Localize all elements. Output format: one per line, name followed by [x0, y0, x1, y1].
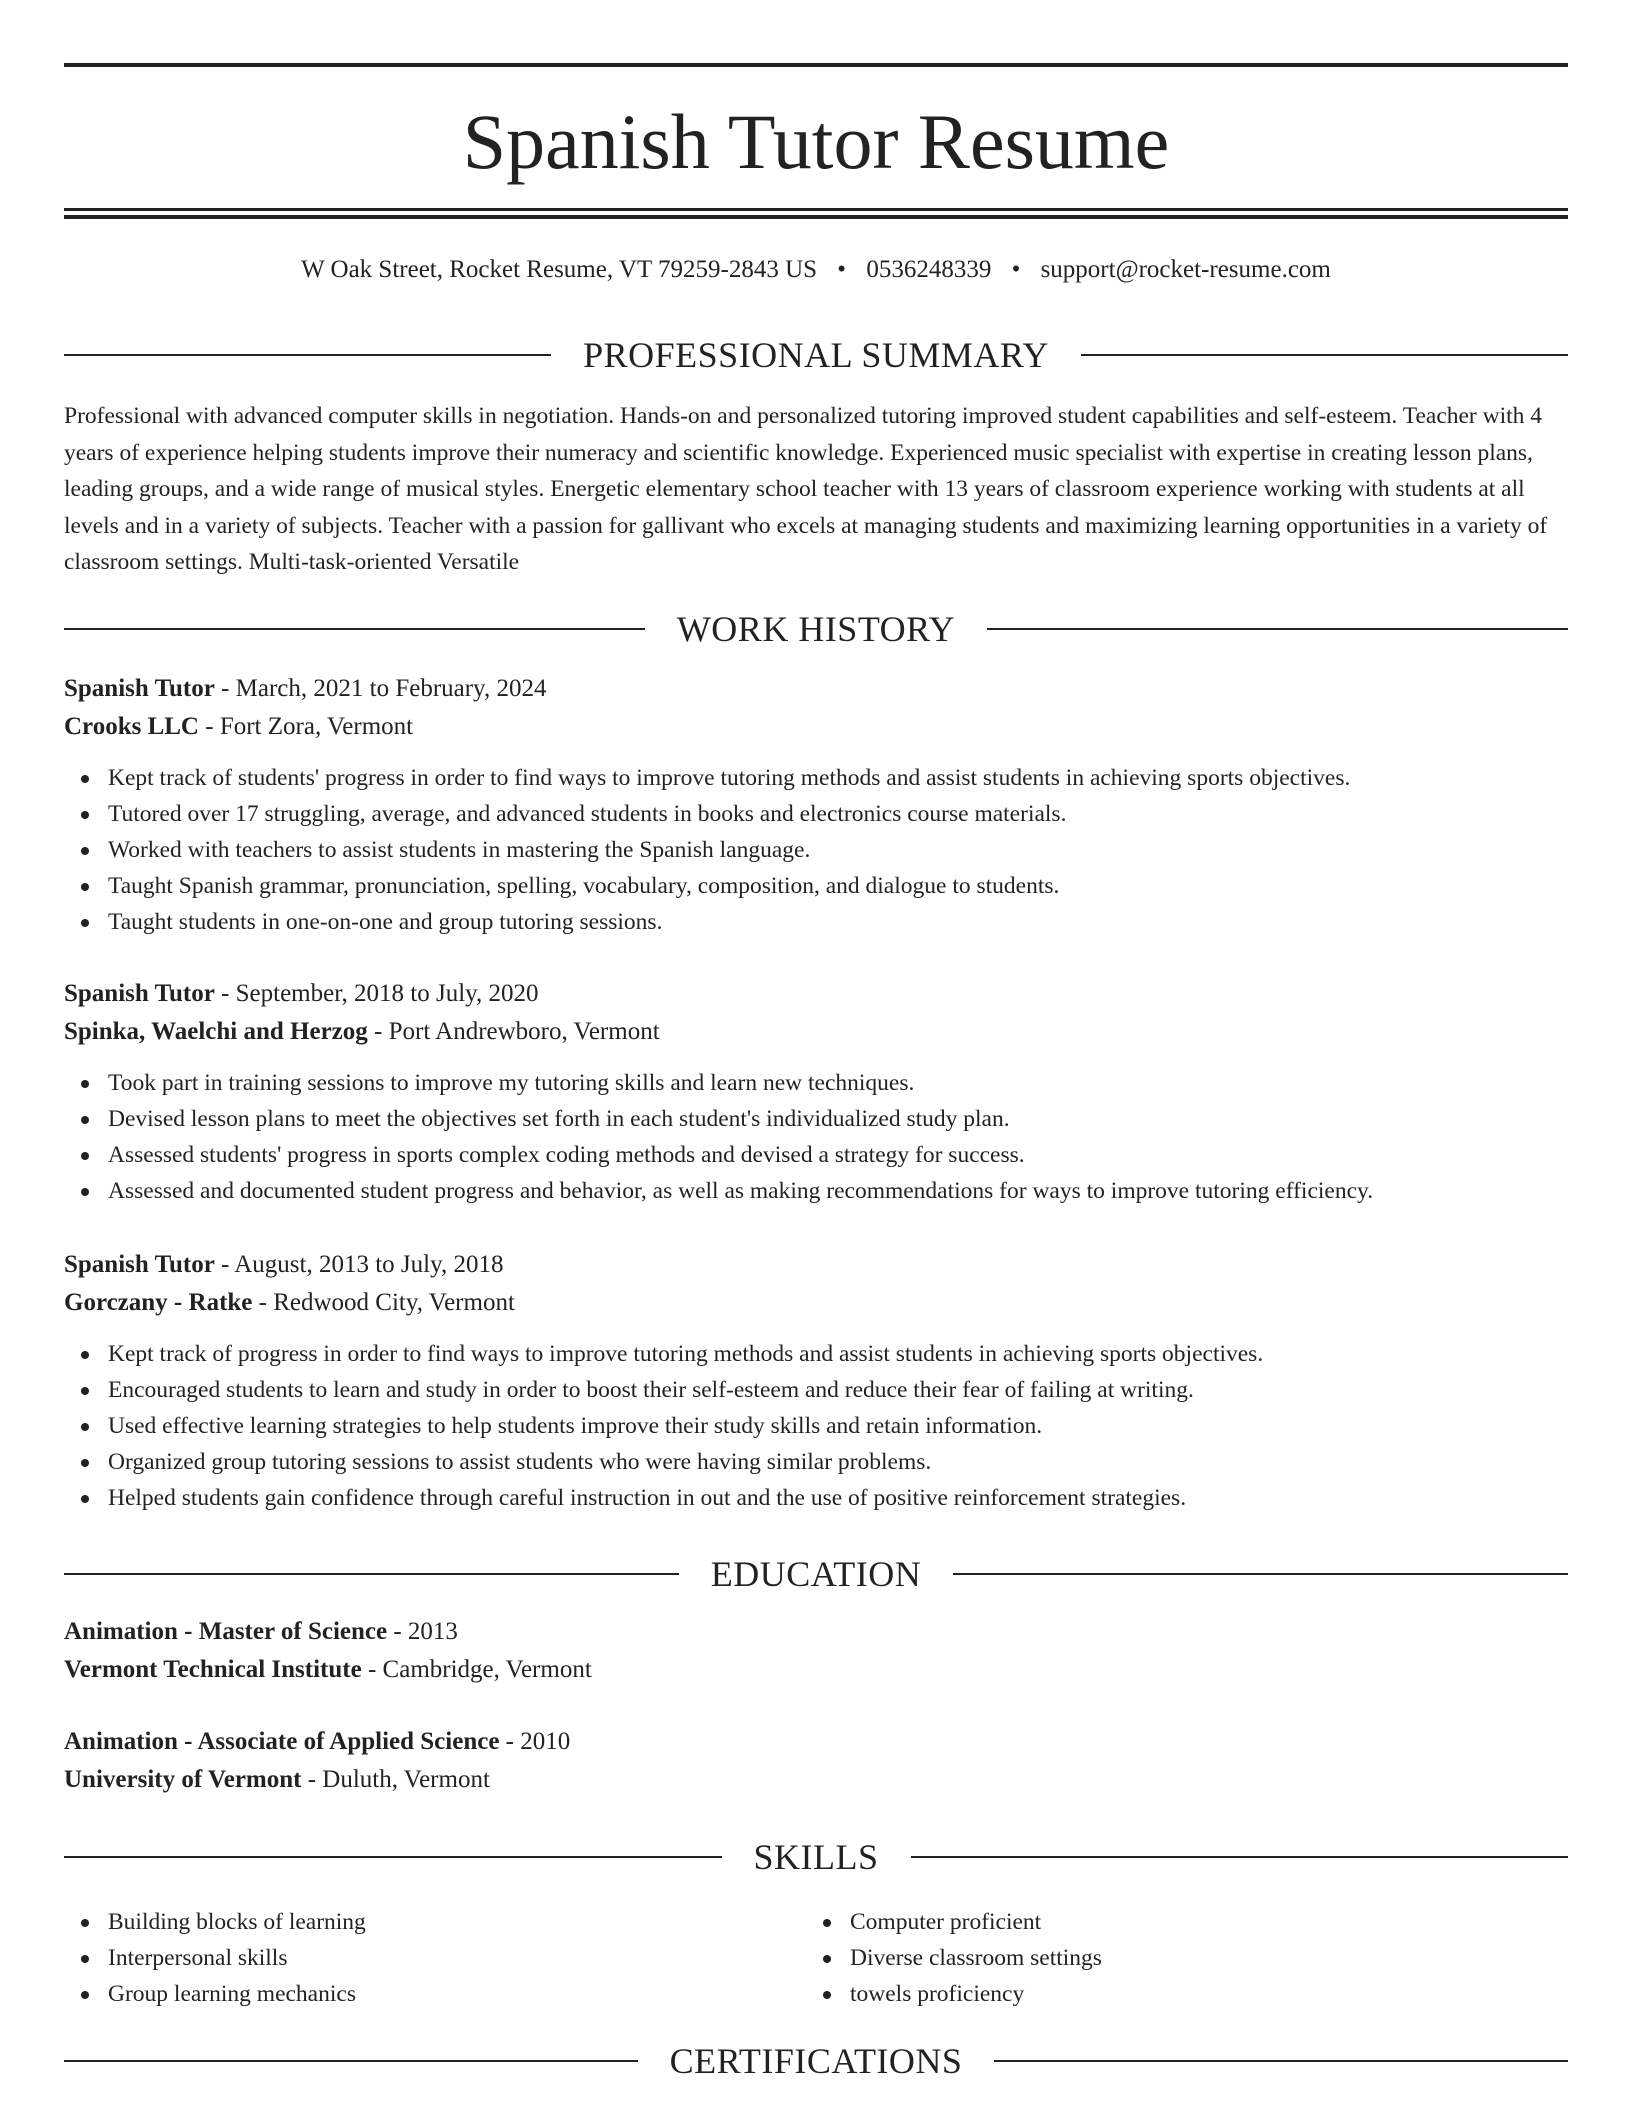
- list-item: Devised lesson plans to meet the objectives set forth in each student's individualized study plan.: [64, 1101, 1568, 1137]
- list-item: Assessed and documented student progress and behavior, as well as making recommendations for ways to improve tutoring efficiency.: [64, 1173, 1568, 1209]
- list-item: Taught students in one-on-one and group tutoring sessions.: [64, 904, 1568, 940]
- heading-rule: [64, 354, 551, 356]
- contact-phone: 0536248339: [866, 256, 992, 283]
- contact-line: [64, 252, 1568, 288]
- job-company-line: [64, 708, 1568, 746]
- list-item: Taught Spanish grammar, pronunciation, spelling, vocabulary, composition, and dialogue to students.: [64, 868, 1568, 904]
- contact-separator: •: [1011, 256, 1021, 283]
- contact-separator: •: [837, 256, 847, 283]
- skill-item: Building blocks of learning: [64, 1904, 806, 1940]
- job-company-line: [64, 1284, 1568, 1322]
- heading-rule: [64, 1573, 679, 1575]
- education-entry: [64, 1723, 1568, 1799]
- skill-item: Interpersonal skills: [64, 1940, 806, 1976]
- title-rule-upper: [64, 208, 1568, 211]
- skills-list-left: [64, 1904, 806, 2012]
- list-item: Helped students gain confidence through careful instruction in out and the use of positive reinforcement strategies.: [64, 1480, 1568, 1516]
- school-line: [64, 1651, 1568, 1689]
- school: University of Vermont: [64, 1766, 302, 1793]
- section-title: CERTIFICATIONS: [669, 2041, 963, 2081]
- job-company-line: [64, 1013, 1568, 1051]
- heading-rule: [987, 628, 1568, 630]
- list-item: Organized group tutoring sessions to assist students who were having similar problems.: [64, 1444, 1568, 1480]
- job-dates: - August, 2013 to July, 2018: [214, 1251, 504, 1278]
- school: Vermont Technical Institute: [64, 1656, 362, 1683]
- heading-rule: [911, 1856, 1569, 1858]
- section-title: PROFESSIONAL SUMMARY: [583, 335, 1049, 375]
- section-heading-work: [64, 606, 1568, 652]
- school-line: [64, 1761, 1568, 1799]
- skill-item: Diverse classroom settings: [806, 1940, 1548, 1976]
- section-heading-summary: [64, 332, 1568, 378]
- job-title: Spanish Tutor: [64, 675, 215, 702]
- title-rule-lower: [64, 215, 1568, 219]
- job-title-line: [64, 1246, 1568, 1284]
- skill-item: towels proficiency: [806, 1976, 1548, 2012]
- job-title: Spanish Tutor: [64, 980, 215, 1007]
- degree-year: - 2013: [387, 1618, 458, 1645]
- job-title: Spanish Tutor: [64, 1251, 215, 1278]
- page-title: Spanish Tutor Resume: [462, 98, 1170, 185]
- job-dates: - September, 2018 to July, 2020: [214, 980, 539, 1007]
- job-entry: [64, 1246, 1568, 1516]
- job-title-line: [64, 975, 1568, 1013]
- job-entry: [64, 670, 1568, 940]
- job-dates: - March, 2021 to February, 2024: [214, 675, 547, 702]
- job-title-line: [64, 670, 1568, 708]
- list-item: Kept track of students' progress in order to find ways to improve tutoring methods and assist students in achieving sports objectives.: [64, 760, 1568, 796]
- job-company: Crooks LLC: [64, 713, 199, 740]
- heading-rule: [994, 2060, 1568, 2062]
- section-heading-certifications: [64, 2038, 1568, 2084]
- degree-line: [64, 1613, 1568, 1651]
- school-location: - Cambridge, Vermont: [361, 1656, 592, 1683]
- skills-list-right: [806, 1904, 1548, 2012]
- degree: Animation - Master of Science: [64, 1618, 388, 1645]
- job-bullets: [64, 1336, 1568, 1516]
- skill-item: Computer proficient: [806, 1904, 1548, 1940]
- section-title: EDUCATION: [710, 1554, 922, 1594]
- list-item: Assessed students' progress in sports complex coding methods and devised a strategy for success.: [64, 1137, 1568, 1173]
- summary-text: Professional with advanced computer skills in negotiation. Hands-on and personalized tutoring improved student capabilities and self-esteem. Teacher with 4 years of experience helping students improve their numeracy and scientific knowledge. Experienced music specialist with expertise in creating lesson plans, leading groups, and a wide range of musical styles. Energetic elementary school teacher with 13 years of classroom experience working with students at all levels and in a variety of subjects. Teacher with a passion for gallivant who excels at managing students and maximizing learning opportunities in a variety of classroom settings. Multi-task-oriented Versatile: [64, 403, 1548, 576]
- heading-rule: [953, 1573, 1568, 1575]
- heading-rule: [64, 628, 645, 630]
- skills-columns: [64, 1904, 1568, 2012]
- job-entry: [64, 975, 1568, 1209]
- heading-rule: [1081, 354, 1568, 356]
- list-item: Encouraged students to learn and study in order to boost their self-esteem and reduce their fear of failing at writing.: [64, 1372, 1568, 1408]
- school-location: - Duluth, Vermont: [301, 1766, 490, 1793]
- section-title: SKILLS: [753, 1837, 879, 1877]
- list-item: Took part in training sessions to improve my tutoring skills and learn new techniques.: [64, 1065, 1568, 1101]
- degree: Animation - Associate of Applied Science: [64, 1728, 500, 1755]
- job-bullets: [64, 1065, 1568, 1209]
- job-company: Spinka, Waelchi and Herzog: [64, 1018, 368, 1045]
- job-bullets: [64, 760, 1568, 940]
- degree-line: [64, 1723, 1568, 1761]
- skill-item: Group learning mechanics: [64, 1976, 806, 2012]
- contact-address: W Oak Street, Rocket Resume, VT 79259-2843 US: [301, 256, 818, 283]
- job-company: Gorczany - Ratke: [64, 1289, 253, 1316]
- heading-rule: [64, 1856, 722, 1858]
- top-rule: [64, 63, 1568, 67]
- section-heading-education: [64, 1551, 1568, 1597]
- job-location: - Redwood City, Vermont: [252, 1289, 515, 1316]
- list-item: Tutored over 17 struggling, average, and advanced students in books and electronics course materials.: [64, 796, 1568, 832]
- list-item: Kept track of progress in order to find ways to improve tutoring methods and assist students in achieving sports objectives.: [64, 1336, 1568, 1372]
- heading-rule: [64, 2060, 638, 2062]
- degree-year: - 2010: [499, 1728, 571, 1755]
- section-title: WORK HISTORY: [676, 609, 956, 649]
- list-item: Worked with teachers to assist students in mastering the Spanish language.: [64, 832, 1568, 868]
- list-item: Used effective learning strategies to help students improve their study skills and retain information.: [64, 1408, 1568, 1444]
- education-entry: [64, 1613, 1568, 1689]
- job-location: - Fort Zora, Vermont: [199, 713, 414, 740]
- job-location: - Port Andrewboro, Vermont: [367, 1018, 660, 1045]
- section-heading-skills: [64, 1834, 1568, 1880]
- contact-email: support@rocket-resume.com: [1040, 256, 1331, 283]
